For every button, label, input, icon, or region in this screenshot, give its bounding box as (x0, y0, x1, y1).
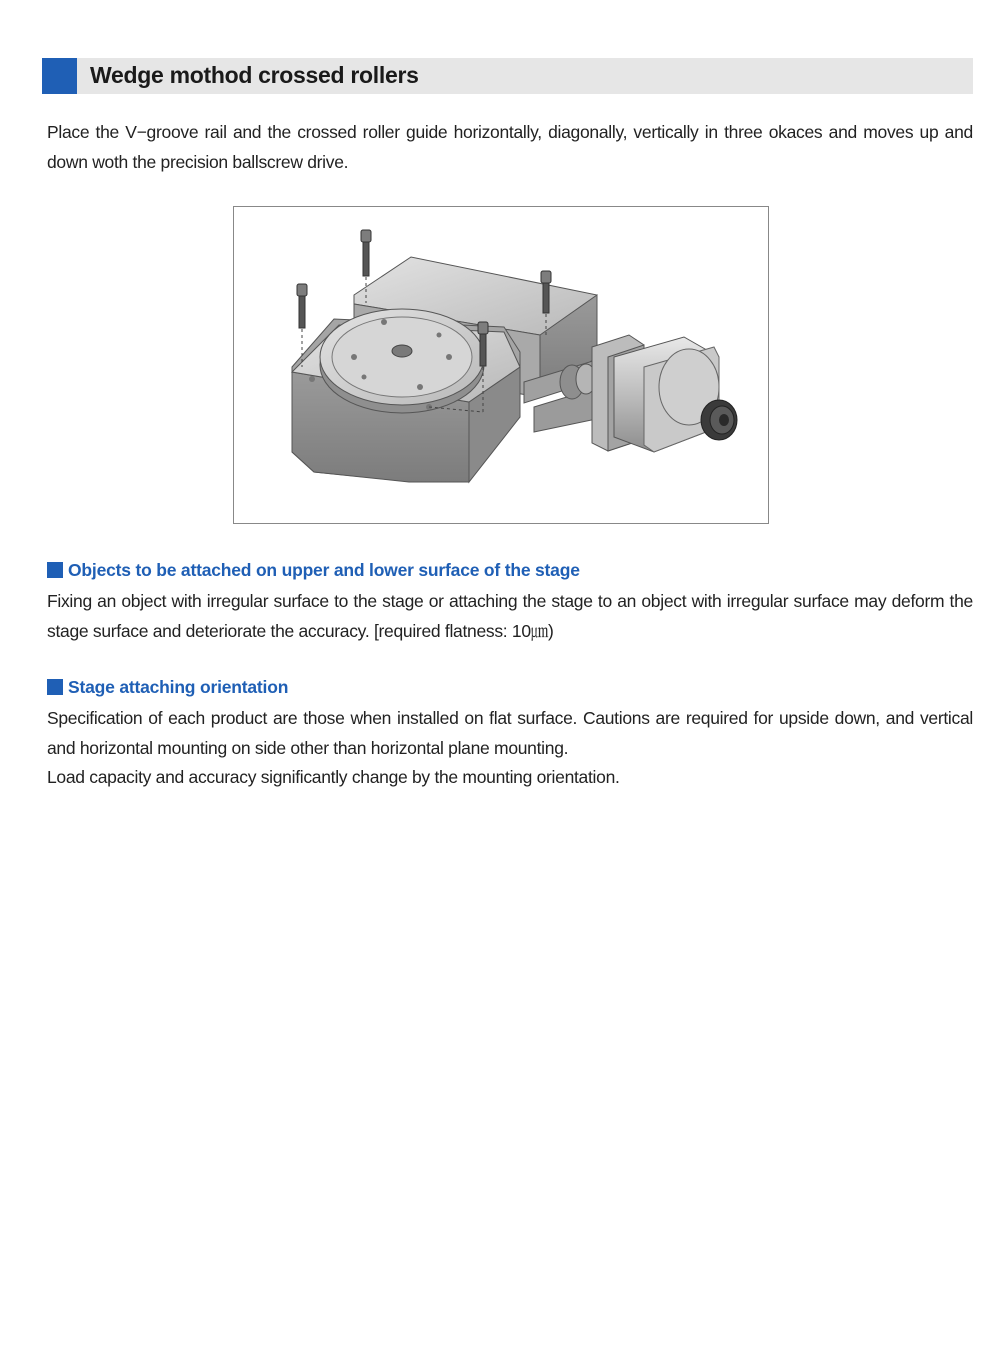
section-title-bar (42, 58, 973, 94)
title-accent-square (42, 58, 77, 94)
orientation-paragraph-line: Specification of each product are those when installed on flat surface. Cautions are required for upside down, and vertical and horizontal mounting on side other than horizontal plane mounting. (47, 708, 973, 758)
section-heading-text: Stage attaching orientation (68, 677, 289, 697)
orientation-paragraph-line: Load capacity and accuracy significantly change by the mounting orientation. (47, 767, 620, 787)
section-heading-orientation (47, 677, 288, 698)
section-bullet-square (47, 679, 63, 695)
section-bullet-square (47, 562, 63, 578)
stage-illustration (233, 206, 769, 524)
section-heading-attached-objects (47, 560, 580, 581)
intro-paragraph: Place the V−groove rail and the crossed roller guide horizontally, diagonally, vertically in three okaces and moves up and down woth the precision ballscrew drive. (47, 122, 973, 172)
attached-objects-paragraph: Fixing an object with irregular surface to the stage or attaching the stage to an object with irregular surface may deform the stage surface and deteriorate the accuracy. [required flatness: 10㎛) (47, 591, 973, 641)
page-title: Wedge mothod crossed rollers (90, 62, 419, 88)
section-heading-text: Objects to be attached on upper and lower surface of the stage (68, 560, 580, 580)
orientation-paragraph (47, 704, 973, 793)
